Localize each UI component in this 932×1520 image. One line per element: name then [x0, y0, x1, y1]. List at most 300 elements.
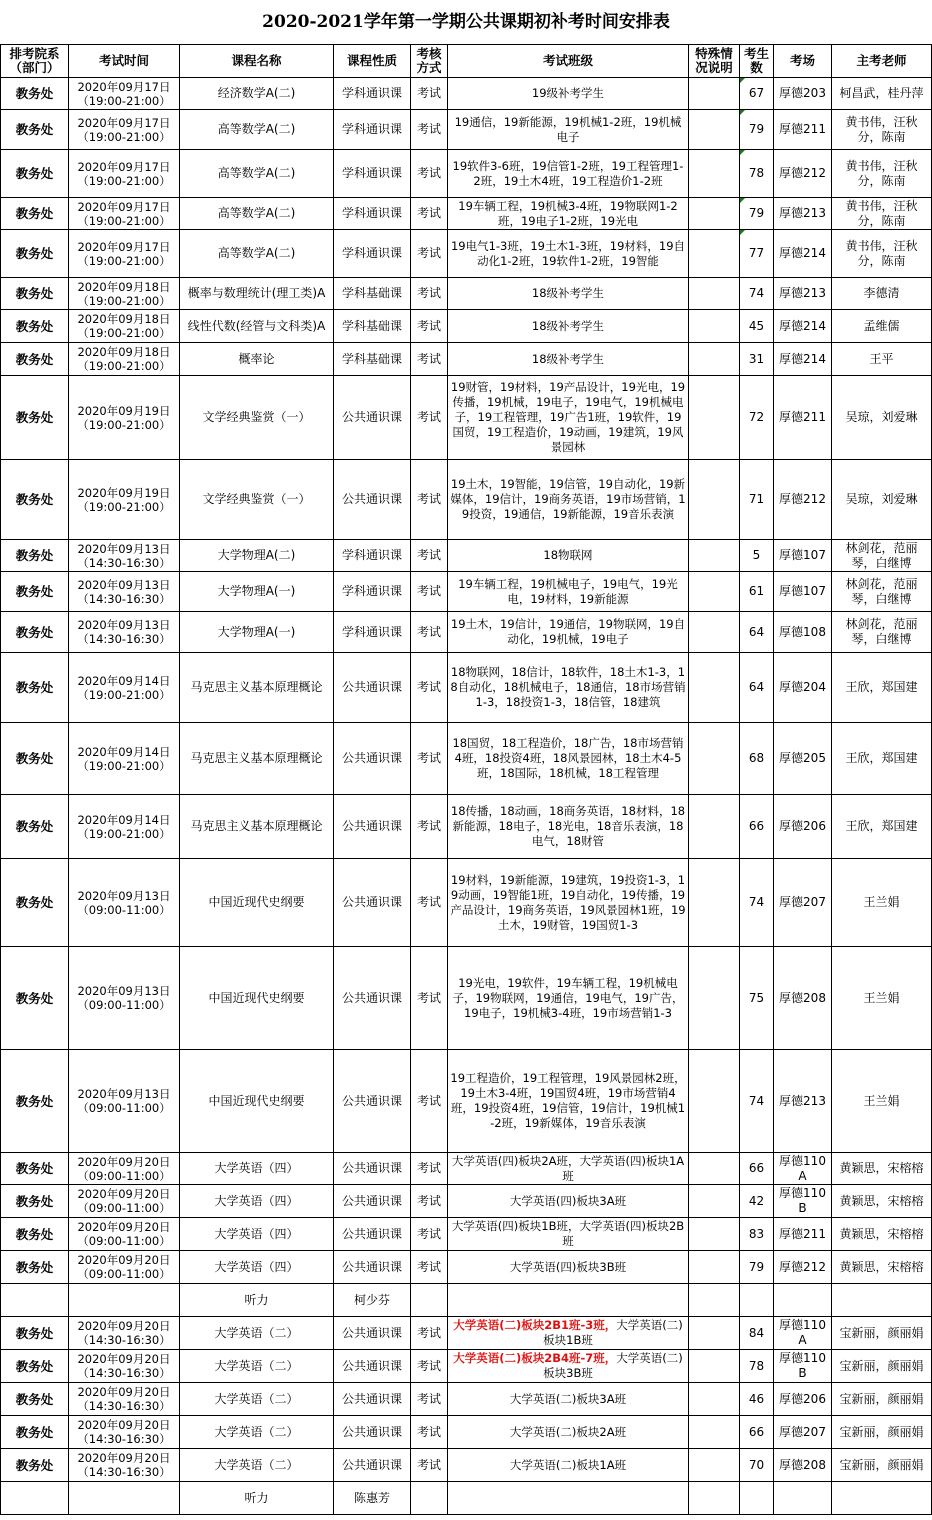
- method-cell: 考试: [411, 1350, 448, 1383]
- nature-cell: 公共通识课: [334, 1383, 411, 1416]
- classes-text: 18级补考学生: [531, 318, 605, 333]
- count-cell: [740, 612, 774, 653]
- exam-slot: （09:00-11:00）: [77, 902, 171, 917]
- cell-comment-marker: [740, 198, 745, 203]
- dept-cell: 教务处: [1, 859, 69, 947]
- count-value: 68: [748, 751, 765, 765]
- dept-cell: 教务处: [1, 343, 69, 376]
- count-cell: [740, 1350, 774, 1383]
- table-row: [1, 947, 932, 1050]
- exam-date: 2020年09月18日: [77, 279, 171, 294]
- course-cell: 大学英语（四）: [180, 1251, 334, 1284]
- table-row: [1, 1482, 932, 1515]
- special-cell: [689, 198, 740, 230]
- count-cell: [740, 1050, 774, 1153]
- count-cell: [740, 230, 774, 278]
- method-cell: 考试: [411, 198, 448, 230]
- method-cell: 考试: [411, 230, 448, 278]
- course-cell: 概率论: [180, 343, 334, 376]
- table-row: [1, 795, 932, 859]
- cell-comment-marker: [740, 230, 745, 235]
- course-cell: 大学英语（二）: [180, 1449, 334, 1482]
- exam-date: 2020年09月18日: [77, 312, 171, 326]
- table-row: [1, 1350, 932, 1383]
- classes-cell: [448, 78, 689, 110]
- room-cell: 厚德107: [774, 572, 832, 612]
- nature-cell: 学科基础课: [334, 278, 411, 310]
- exam-slot: （14:30-16:30）: [77, 1399, 171, 1413]
- classes-text: 18物联网，18信计，18软件，18土木1-3，18自动化，18机械电子，18通信，18市场营销1-3，18投资1-3，18信管，18建筑: [450, 665, 686, 709]
- course-cell: 文学经典鉴赏（一）: [180, 376, 334, 460]
- course-cell: 高等数学A(二): [180, 230, 334, 278]
- exam-schedule-table: [0, 44, 932, 1515]
- classes-text: 大学英语(二)板块2A班: [509, 1424, 627, 1439]
- time-cell: [69, 150, 180, 198]
- room-cell: 厚德207: [774, 1416, 832, 1449]
- room-cell: 厚德203: [774, 78, 832, 110]
- dept-cell: 教务处: [1, 1350, 69, 1383]
- time-cell: [69, 947, 180, 1050]
- exam-slot: （19:00-21:00）: [77, 326, 171, 340]
- time-cell: [69, 540, 180, 572]
- count-cell: [740, 78, 774, 110]
- classes-text: 19车辆工程，19机械3-4班，19物联网1-2班，19电子1-2班，19光电: [458, 198, 678, 228]
- exam-slot: （19:00-21:00）: [77, 293, 171, 308]
- classes-cell: [448, 1050, 689, 1153]
- classes-cell: [448, 110, 689, 150]
- time-cell: [69, 795, 180, 859]
- special-cell: [689, 1449, 740, 1482]
- empty-cell: [832, 1482, 932, 1515]
- nature-cell: 公共通识课: [334, 859, 411, 947]
- exam-date: 2020年09月13日: [77, 984, 171, 998]
- room-cell: 厚德212: [774, 150, 832, 198]
- course-cell: 经济数学A(二): [180, 78, 334, 110]
- count-cell: [740, 1185, 774, 1218]
- special-cell: [689, 460, 740, 540]
- room-cell: 厚德110B: [774, 1185, 832, 1218]
- dept-cell: 教务处: [1, 310, 69, 343]
- dept-cell: 教务处: [1, 1251, 69, 1284]
- empty-cell: [774, 1284, 832, 1317]
- count-value: 74: [748, 1093, 765, 1108]
- count-value: 66: [748, 1161, 765, 1175]
- exam-slot: （19:00-21:00）: [77, 687, 171, 702]
- count-value: 66: [748, 1424, 765, 1439]
- nature-cell: 公共通识课: [334, 795, 411, 859]
- method-cell: 考试: [411, 150, 448, 198]
- classes-cell: [448, 1416, 689, 1449]
- exam-slot: （19:00-21:00）: [77, 213, 171, 228]
- classes-text: 19软件3-6班，19信管1-2班，19工程管理1-2班，19土木4班，19工程造价1-2班: [452, 158, 684, 188]
- dept-cell: 教务处: [1, 1317, 69, 1350]
- classes-text: 18传播，18动画，18商务英语，18材料，18新能源，18电子，18光电，18音乐表演，18电气，18财管: [450, 804, 686, 848]
- col-header-course: 课程名称: [180, 45, 334, 78]
- nature-cell: 公共通识课: [334, 1416, 411, 1449]
- time-cell: [69, 859, 180, 947]
- special-cell: [689, 540, 740, 572]
- listening-teacher: 陈惠芳: [334, 1482, 411, 1515]
- empty-cell: [411, 1482, 448, 1515]
- classes-cell: [448, 612, 689, 653]
- special-cell: [689, 1251, 740, 1284]
- classes-cell: [448, 1350, 689, 1383]
- time-cell: [69, 78, 180, 110]
- exam-slot: （14:30-16:30）: [77, 1333, 171, 1347]
- empty-cell: [689, 1482, 740, 1515]
- exam-slot: （14:30-16:30）: [77, 1465, 171, 1479]
- course-cell: 大学英语（二）: [180, 1383, 334, 1416]
- nature-cell: 学科通识课: [334, 78, 411, 110]
- course-cell: 线性代数(经管与文科类)A: [180, 310, 334, 343]
- teacher-cell: 黄书伟，汪秋分，陈南: [832, 110, 932, 150]
- exam-date: 2020年09月14日: [77, 673, 171, 688]
- exam-slot: （14:30-16:30）: [77, 632, 171, 646]
- course-cell: 马克思主义基本原理概论: [180, 653, 334, 723]
- teacher-cell: 王兰娟: [832, 859, 932, 947]
- exam-slot: （14:30-16:30）: [77, 591, 171, 606]
- classes-text: 18级补考学生: [531, 351, 605, 366]
- teacher-cell: 黄颖思，宋榕榕: [832, 1185, 932, 1218]
- exam-date: 2020年09月17日: [77, 115, 171, 130]
- classes-cell: [448, 376, 689, 460]
- classes-cell: [448, 460, 689, 540]
- course-cell: 马克思主义基本原理概论: [180, 795, 334, 859]
- room-cell: 厚德214: [774, 343, 832, 376]
- method-cell: 考试: [411, 278, 448, 310]
- nature-cell: 公共通识课: [334, 1449, 411, 1482]
- classes-cell: [448, 1185, 689, 1218]
- exam-date: 2020年09月13日: [77, 1087, 171, 1101]
- classes-text: 19土木，19智能，19信管，19自动化，19新媒体，19信计，19商务英语，19市场营销，19投资，19通信，19新能源，19音乐表演: [450, 477, 686, 521]
- nature-cell: 学科通识课: [334, 110, 411, 150]
- dept-cell: 教务处: [1, 150, 69, 198]
- method-cell: 考试: [411, 310, 448, 343]
- classes-text: 大学英语(二)板块3A班: [509, 1391, 627, 1406]
- classes-cell: [448, 653, 689, 723]
- col-header-count: 考生数: [740, 45, 774, 78]
- course-cell: 高等数学A(二): [180, 198, 334, 230]
- nature-cell: 公共通识课: [334, 1050, 411, 1153]
- method-cell: 考试: [411, 1449, 448, 1482]
- time-cell: [69, 1050, 180, 1153]
- dept-cell: 教务处: [1, 1383, 69, 1416]
- nature-cell: 公共通识课: [334, 653, 411, 723]
- classes-text: 大学英语(二)板块1A班: [509, 1457, 627, 1472]
- method-cell: 考试: [411, 376, 448, 460]
- classes-text: 19工程造价，19工程管理，19风景园林2班，19土木3-4班，19国贸4班，19市场营销4班，19投资4班，19信管，19信计，19机械1-2班，19新媒体，19音乐表演: [450, 1071, 686, 1130]
- special-cell: [689, 1185, 740, 1218]
- exam-date: 2020年09月20日: [77, 1253, 171, 1267]
- dept-cell: 教务处: [1, 1185, 69, 1218]
- empty-cell: [740, 1284, 774, 1317]
- count-value: 70: [748, 1457, 765, 1472]
- count-cell: [740, 1449, 774, 1482]
- special-cell: [689, 1383, 740, 1416]
- nature-cell: 学科基础课: [334, 343, 411, 376]
- count-value: 67: [748, 86, 765, 100]
- classes-cell: [448, 230, 689, 278]
- teacher-cell: 王兰娟: [832, 1050, 932, 1153]
- count-cell: [740, 376, 774, 460]
- count-cell: [740, 198, 774, 230]
- classes-text: 大学英语(二)板块3B班: [543, 1351, 683, 1380]
- special-cell: [689, 859, 740, 947]
- cell-comment-marker: [740, 78, 745, 83]
- count-value: 78: [748, 166, 765, 180]
- exam-date: 2020年09月20日: [77, 1418, 171, 1432]
- time-cell: [69, 612, 180, 653]
- dept-cell: 教务处: [1, 653, 69, 723]
- room-cell: 厚德205: [774, 723, 832, 795]
- room-cell: 厚德213: [774, 1050, 832, 1153]
- time-cell: [69, 1350, 180, 1383]
- method-cell: 考试: [411, 795, 448, 859]
- special-cell: [689, 795, 740, 859]
- method-cell: 考试: [411, 1218, 448, 1251]
- special-cell: [689, 1218, 740, 1251]
- teacher-cell: 王欣，郑国建: [832, 653, 932, 723]
- time-cell: [69, 310, 180, 343]
- nature-cell: 公共通识课: [334, 1350, 411, 1383]
- classes-cell: [448, 1383, 689, 1416]
- exam-slot: （19:00-21:00）: [77, 758, 171, 773]
- count-value: 46: [748, 1391, 765, 1406]
- count-value: 78: [748, 1358, 765, 1373]
- classes-cell: [448, 723, 689, 795]
- classes-cell: [448, 343, 689, 376]
- time-cell: [69, 1284, 180, 1317]
- classes-text: 大学英语(四)板块3A班: [509, 1193, 627, 1208]
- teacher-cell: 宝新丽，颜丽娟: [832, 1449, 932, 1482]
- teacher-cell: 黄书伟，汪秋分，陈南: [832, 230, 932, 278]
- table-row: [1, 78, 932, 110]
- classes-text: 19级补考学生: [531, 86, 605, 100]
- nature-cell: 公共通识课: [334, 1251, 411, 1284]
- listening-label: 听力: [180, 1284, 334, 1317]
- teacher-cell: 王欣，郑国建: [832, 795, 932, 859]
- special-cell: [689, 376, 740, 460]
- method-cell: 考试: [411, 947, 448, 1050]
- course-cell: 概率与数理统计(理工类)A: [180, 278, 334, 310]
- classes-highlight: 大学英语(二)板块2B1班-3班，: [453, 1318, 617, 1332]
- col-header-classes: 考试班级: [448, 45, 689, 78]
- nature-cell: 学科基础课: [334, 310, 411, 343]
- table-row: [1, 572, 932, 612]
- table-row: [1, 540, 932, 572]
- empty-cell: [774, 1482, 832, 1515]
- exam-date: 2020年09月17日: [77, 199, 171, 214]
- teacher-cell: 王欣，郑国建: [832, 723, 932, 795]
- method-cell: 考试: [411, 572, 448, 612]
- special-cell: [689, 343, 740, 376]
- count-cell: [740, 150, 774, 198]
- exam-slot: （19:00-21:00）: [77, 417, 171, 432]
- exam-date: 2020年09月20日: [77, 1451, 171, 1465]
- room-cell: 厚德213: [774, 198, 832, 230]
- listening-label: 听力: [180, 1482, 334, 1515]
- col-header-method: 考核方式: [411, 45, 448, 78]
- count-value: 42: [748, 1193, 765, 1208]
- method-cell: 考试: [411, 110, 448, 150]
- classes-cell: [448, 1317, 689, 1350]
- special-cell: [689, 1350, 740, 1383]
- time-cell: [69, 278, 180, 310]
- count-cell: [740, 653, 774, 723]
- dept-cell: 教务处: [1, 795, 69, 859]
- table-row: [1, 1218, 932, 1251]
- special-cell: [689, 310, 740, 343]
- exam-date: 2020年09月13日: [77, 577, 171, 592]
- count-cell: [740, 343, 774, 376]
- teacher-cell: 吴琼，刘爱琳: [832, 460, 932, 540]
- exam-slot: （19:00-21:00）: [77, 499, 171, 514]
- count-value: 45: [748, 318, 765, 333]
- dept-cell: 教务处: [1, 110, 69, 150]
- listening-teacher: 柯少芬: [334, 1284, 411, 1317]
- method-cell: 考试: [411, 1383, 448, 1416]
- room-cell: 厚德206: [774, 1383, 832, 1416]
- classes-text: 18国贸，18工程造价，18广告，18市场营销4班，18投资4班，18风景园林，18土木4-5班，18国际，18机械，18工程管理: [452, 736, 684, 780]
- table-row: [1, 653, 932, 723]
- exam-date: 2020年09月17日: [77, 159, 171, 174]
- classes-text: 19土木，19信计，19通信，19物联网，19自动化，19机械，19电子: [450, 617, 686, 646]
- method-cell: 考试: [411, 343, 448, 376]
- dept-cell: 教务处: [1, 376, 69, 460]
- count-cell: [740, 859, 774, 947]
- count-value: 79: [748, 206, 765, 220]
- course-cell: 高等数学A(二): [180, 110, 334, 150]
- teacher-cell: 宝新丽，颜丽娟: [832, 1350, 932, 1383]
- course-cell: 大学物理A(一): [180, 612, 334, 653]
- classes-cell: [448, 310, 689, 343]
- exam-date: 2020年09月13日: [77, 618, 171, 632]
- special-cell: [689, 278, 740, 310]
- room-cell: 厚德206: [774, 795, 832, 859]
- room-cell: 厚德212: [774, 460, 832, 540]
- exam-date: 2020年09月17日: [77, 79, 171, 94]
- count-cell: [740, 1416, 774, 1449]
- room-cell: 厚德207: [774, 859, 832, 947]
- course-cell: 中国近现代史纲要: [180, 1050, 334, 1153]
- time-cell: [69, 1383, 180, 1416]
- teacher-cell: 王兰娟: [832, 947, 932, 1050]
- count-value: 75: [748, 990, 765, 1005]
- classes-cell: [448, 1251, 689, 1284]
- table-row: [1, 859, 932, 947]
- time-cell: [69, 1185, 180, 1218]
- method-cell: 考试: [411, 653, 448, 723]
- course-cell: 中国近现代史纲要: [180, 947, 334, 1050]
- exam-slot: （09:00-11:00）: [77, 1201, 171, 1215]
- col-header-teacher: 主考老师: [832, 45, 932, 78]
- exam-slot: （19:00-21:00）: [77, 93, 171, 108]
- exam-slot: （09:00-11:00）: [77, 1168, 171, 1183]
- room-cell: 厚德110A: [774, 1317, 832, 1350]
- table-row: [1, 1251, 932, 1284]
- method-cell: 考试: [411, 1416, 448, 1449]
- time-cell: [69, 230, 180, 278]
- nature-cell: 公共通识课: [334, 1218, 411, 1251]
- empty-cell: [411, 1284, 448, 1317]
- course-cell: 大学物理A(一): [180, 572, 334, 612]
- special-cell: [689, 1317, 740, 1350]
- teacher-cell: 黄颖思，宋榕榕: [832, 1251, 932, 1284]
- nature-cell: 公共通识课: [334, 460, 411, 540]
- table-row: [1, 376, 932, 460]
- exam-slot: （19:00-21:00）: [77, 129, 171, 144]
- course-cell: 大学英语（二）: [180, 1317, 334, 1350]
- method-cell: 考试: [411, 1317, 448, 1350]
- exam-date: 2020年09月20日: [77, 1319, 171, 1333]
- count-cell: [740, 540, 774, 572]
- nature-cell: 公共通识课: [334, 1185, 411, 1218]
- table-body: [1, 78, 932, 1515]
- classes-text: 19电气1-3班，19土木1-3班，19材料，19自动化1-2班，19软件1-2班，19智能: [450, 238, 686, 268]
- dept-cell: 教务处: [1, 1050, 69, 1153]
- nature-cell: 学科通识课: [334, 230, 411, 278]
- table-row: [1, 1383, 932, 1416]
- table-row: [1, 150, 932, 198]
- teacher-cell: 林剑花，范丽琴，白继博: [832, 572, 932, 612]
- nature-cell: 学科通识课: [334, 198, 411, 230]
- exam-date: 2020年09月20日: [77, 1352, 171, 1366]
- exam-slot: （19:00-21:00）: [77, 253, 171, 268]
- table-row: [1, 198, 932, 230]
- dept-cell: 教务处: [1, 612, 69, 653]
- col-header-nature: 课程性质: [334, 45, 411, 78]
- method-cell: 考试: [411, 859, 448, 947]
- count-cell: [740, 795, 774, 859]
- course-cell: 大学物理A(二): [180, 540, 334, 572]
- time-cell: [69, 376, 180, 460]
- room-cell: 厚德211: [774, 376, 832, 460]
- exam-date: 2020年09月19日: [77, 403, 171, 418]
- room-cell: 厚德208: [774, 947, 832, 1050]
- nature-cell: 学科通识课: [334, 612, 411, 653]
- classes-cell: [448, 947, 689, 1050]
- count-value: 31: [748, 351, 765, 366]
- course-cell: 大学英语（二）: [180, 1416, 334, 1449]
- course-cell: 大学英语（四）: [180, 1218, 334, 1251]
- room-cell: 厚德212: [774, 1251, 832, 1284]
- special-cell: [689, 612, 740, 653]
- empty-cell: [740, 1482, 774, 1515]
- table-row: [1, 460, 932, 540]
- teacher-cell: 宝新丽，颜丽娟: [832, 1383, 932, 1416]
- method-cell: 考试: [411, 540, 448, 572]
- exam-date: 2020年09月19日: [77, 485, 171, 500]
- col-header-special: 特殊情况说明: [689, 45, 740, 78]
- course-cell: 大学英语（四）: [180, 1185, 334, 1218]
- dept-cell: 教务处: [1, 947, 69, 1050]
- special-cell: [689, 78, 740, 110]
- classes-text: 19光电，19软件，19车辆工程，19机械电子，19物联网，19通信，19电气，19广告，19电子，19机械3-4班，19市场营销1-3: [452, 975, 684, 1020]
- count-cell: [740, 1251, 774, 1284]
- nature-cell: 公共通识课: [334, 376, 411, 460]
- course-cell: 中国近现代史纲要: [180, 859, 334, 947]
- nature-cell: 公共通识课: [334, 947, 411, 1050]
- count-cell: [740, 278, 774, 310]
- time-cell: [69, 1251, 180, 1284]
- exam-date: 2020年09月20日: [77, 1154, 171, 1169]
- time-cell: [69, 1153, 180, 1185]
- nature-cell: 学科通识课: [334, 540, 411, 572]
- table-row: [1, 1317, 932, 1350]
- classes-cell: [448, 150, 689, 198]
- exam-date: 2020年09月13日: [77, 888, 171, 903]
- table-row: [1, 230, 932, 278]
